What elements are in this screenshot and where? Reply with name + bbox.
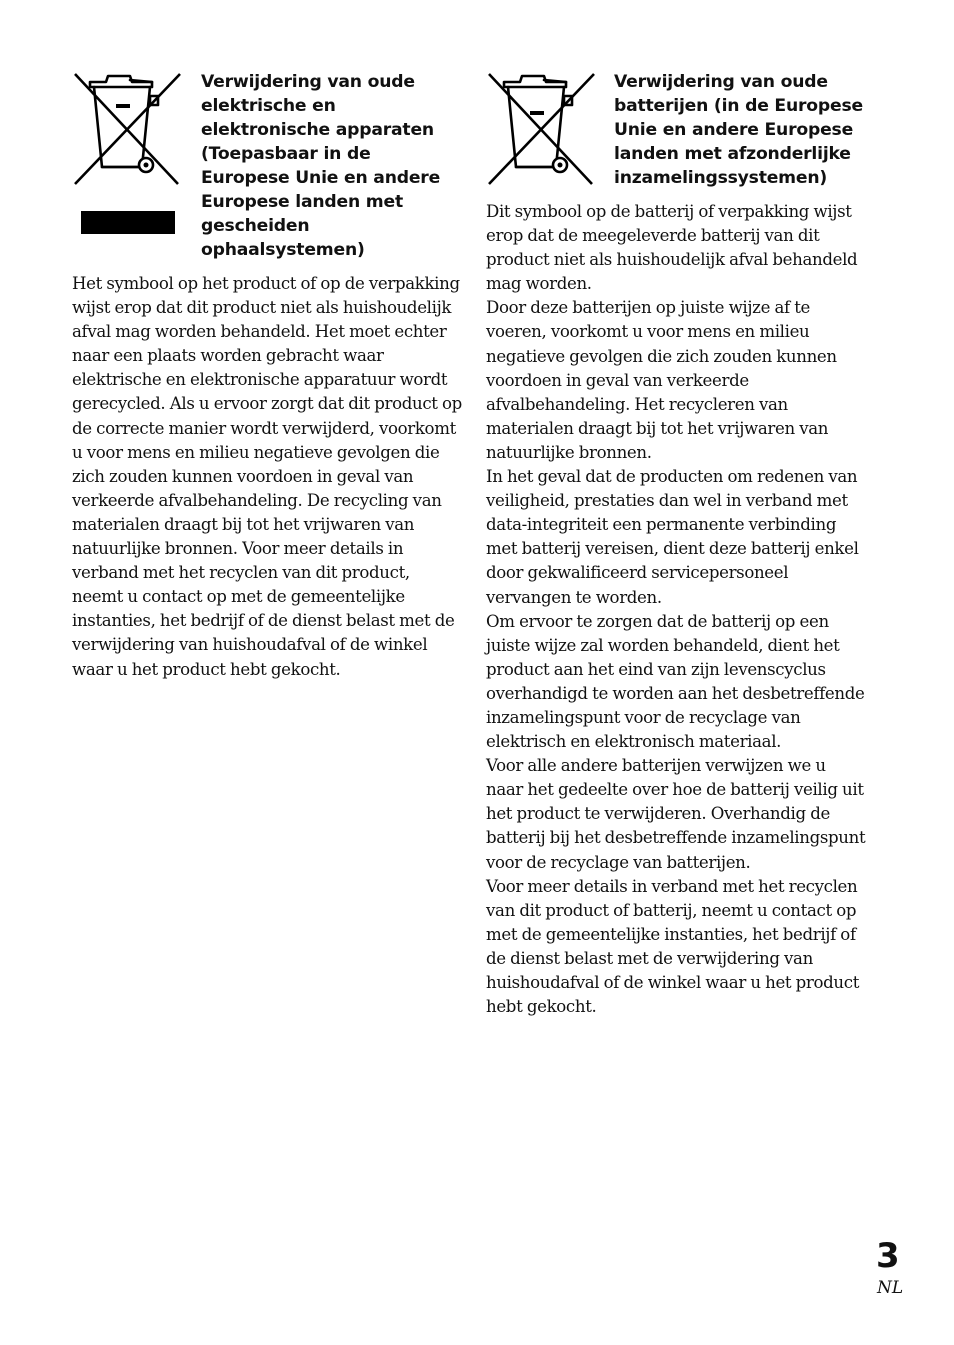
battery-heading: Verwijdering van oude batterijen (in de Europese Unie en andere Europese landen met afzonderlijke inzamelingssystemen) bbox=[614, 72, 863, 188]
battery-paragraph: Voor meer details in verband met het recyclen van dit product of batterij, neemt u contact op met de gemeentelijke instanties, het bedrijf of de dienst belast met de verwijdering van huishoudafval of de winkel waar u het product hebt gekocht. bbox=[486, 876, 860, 1017]
battery-paragraph: Door deze batterijen op juiste wijze af te voeren, voorkomt u voor mens en milieu negatieve gevolgen die zich zouden kunnen voordoen in geval van verkeerde afvalbehandeling. Het recycleren van materialen draagt bij tot het vrijwaren van natuurlijke bronnen. bbox=[486, 298, 837, 462]
black-bar bbox=[81, 211, 175, 234]
crossed-out-wheelie-bin-icon bbox=[486, 70, 598, 193]
page-language: NL bbox=[877, 1278, 904, 1298]
battery-body bbox=[486, 200, 866, 1019]
crossed-out-wheelie-bin-icon bbox=[72, 70, 184, 193]
page-number: 3 bbox=[876, 1236, 900, 1276]
weee-body: Het symbool op het product of op de verpakking wijst erop dat dit product niet als huishoudelijk afval mag worden behandeld. Het moet echter naar een plaats worden gebracht waar elektrische en elektronische apparatuur wordt gerecycled. Als u ervoor zorgt dat dit product op de correcte manier wordt verwijderd, voorkomt u voor mens en milieu negatieve gevolgen die zich zouden kunnen voordoen in geval van verkeerde afvalbehandeling. De recycling van materialen draagt bij tot het vrijwaren van natuurlijke bronnen. Voor meer details in verband met het recyclen van dit product, neemt u contact op met de gemeentelijke instanties, het bedrijf of de dienst belast met de verwijdering van huishoudafval of de winkel waar u het product hebt gekocht. bbox=[72, 274, 462, 679]
battery-paragraph: Dit symbool op de batterij of verpakking wijst erop dat de meegeleverde batterij van dit product niet als huishoudelijk afval behandeld mag worden. bbox=[486, 202, 858, 294]
weee-heading: Verwijdering van oude elektrische en elektronische apparaten (Toepasbaar in de Europese Unie en andere Europese landen met gescheiden ophaalsystemen) bbox=[201, 72, 441, 260]
battery-paragraph: In het geval dat de producten om redenen van veiligheid, prestaties dan wel in verband met data-integriteit een permanente verbinding met batterij vereisen, dient deze batterij enkel door gekwalificeerd servicepersoneel vervangen te worden. bbox=[486, 467, 859, 607]
battery-paragraph: Voor alle andere batterijen verwijzen we u naar het gedeelte over hoe de batterij veilig uit het product te verwijderen. Overhandig de batterij bij het desbetreffende inzamelingspunt voor de recyclage van batterijen. bbox=[486, 756, 866, 872]
battery-paragraph: Om ervoor te zorgen dat de batterij op een juiste wijze zal worden behandeld, dient het product aan het eind van zijn levenscyclus overhandigd te worden aan het desbetreffende inzamelingspunt voor de recyclage van elektrisch en elektronisch materiaal. bbox=[486, 611, 865, 752]
